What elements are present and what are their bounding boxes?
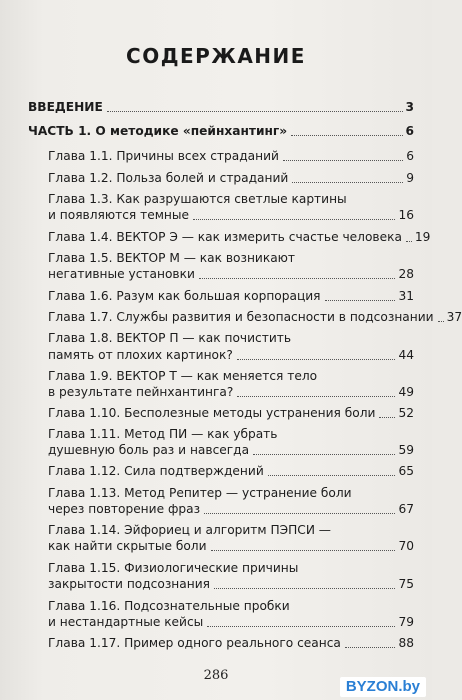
toc-entry-page: 3 xyxy=(405,100,414,114)
toc-entry-label: Глава 1.17. Пример одного реального сеанса xyxy=(48,636,341,650)
toc-entry xyxy=(48,443,414,458)
toc-entry-page: 16 xyxy=(398,208,414,222)
toc-entry xyxy=(28,100,414,115)
page-title: СОДЕРЖАНИЕ xyxy=(126,44,306,68)
toc-entry-page: 19 xyxy=(414,230,431,244)
toc-entry xyxy=(48,385,414,400)
toc-entry-page: 9 xyxy=(406,171,414,185)
toc-entry-label: закрытости подсознания xyxy=(48,577,210,591)
toc-entry-label: ВВЕДЕНИЕ xyxy=(28,100,103,114)
toc-entry-label: Глава 1.6. Разум как большая корпорация xyxy=(48,289,321,303)
toc-entry xyxy=(48,230,431,245)
dot-leader xyxy=(292,182,403,183)
dot-leader xyxy=(211,550,396,551)
toc-entry-first-line: Глава 1.14. Эйфориец и алгоритм ПЭПСИ — xyxy=(48,523,331,537)
dot-leader xyxy=(283,160,403,161)
toc-entry-page: 37 xyxy=(446,310,462,324)
dot-leader xyxy=(291,135,402,136)
toc-entry xyxy=(48,289,414,304)
toc-entry xyxy=(48,310,462,325)
dot-leader xyxy=(107,111,403,112)
toc-entry-page: 67 xyxy=(398,502,414,516)
toc-entry-first-line: Глава 1.9. ВЕКТОР Т — как меняется тело xyxy=(48,369,318,383)
toc-entry-label: в результате пейнхантинга? xyxy=(48,385,234,399)
watermark: BYZON.by xyxy=(340,677,426,697)
toc-entry-label: ЧАСТЬ 1. О методике «пейнхантинг» xyxy=(28,124,288,138)
toc-entry-label: Глава 1.4. ВЕКТОР Э — как измерить счастье человека xyxy=(48,230,402,244)
dot-leader xyxy=(438,321,444,322)
toc-entry-page: 28 xyxy=(398,267,414,281)
toc-entry xyxy=(48,171,414,186)
toc-entry-label: Глава 1.1. Причины всех страданий xyxy=(48,149,279,163)
toc-entry-label: Глава 1.12. Сила подтверждений xyxy=(48,464,264,478)
dot-leader xyxy=(345,647,396,648)
toc-entry-first-line: Глава 1.3. Как разрушаются светлые картины xyxy=(48,192,347,206)
toc-entry-label: Глава 1.7. Службы развития и безопасности в подсознании xyxy=(48,310,434,324)
toc-entry xyxy=(48,539,414,554)
toc-entry-page: 52 xyxy=(398,406,414,420)
toc-entry-page: 59 xyxy=(398,443,414,457)
toc-entry xyxy=(48,208,414,223)
toc-entry xyxy=(48,636,414,651)
toc-entry-label: как найти скрытые боли xyxy=(48,539,207,553)
dot-leader xyxy=(237,396,395,397)
dot-leader xyxy=(193,219,395,220)
toc-entry xyxy=(48,267,414,282)
toc-entry-label: негативные установки xyxy=(48,267,195,281)
dot-leader xyxy=(207,626,395,627)
dot-leader xyxy=(204,513,395,514)
toc-entry-label: душевную боль раз и навсегда xyxy=(48,443,250,457)
toc-entry-label: память от плохих картинок? xyxy=(48,348,233,362)
toc-entry xyxy=(48,577,414,592)
toc-entry-first-line: Глава 1.13. Метод Репитер — устранение боли xyxy=(48,486,352,500)
toc-entry-label: Глава 1.2. Польза болей и страданий xyxy=(48,171,289,185)
toc-entry-page: 49 xyxy=(398,385,414,399)
dot-leader xyxy=(199,278,396,279)
dot-leader xyxy=(214,588,396,589)
toc-entry-page: 6 xyxy=(405,124,414,138)
toc-entry xyxy=(28,124,414,139)
toc-entry-label: и появляются темные xyxy=(48,208,190,222)
toc-entry-first-line: Глава 1.11. Метод ПИ — как убрать xyxy=(48,427,278,441)
toc-entry xyxy=(48,502,414,517)
toc-entry-label: и нестандартные кейсы xyxy=(48,615,204,629)
dot-leader xyxy=(379,417,395,418)
toc-entry xyxy=(48,615,414,630)
toc-entry-page: 65 xyxy=(398,464,414,478)
toc-entry xyxy=(48,149,414,164)
page-number: 286 xyxy=(203,668,229,683)
dot-leader xyxy=(268,475,396,476)
dot-leader xyxy=(325,300,396,301)
toc-entry-page: 88 xyxy=(398,636,414,650)
toc-entry-page: 44 xyxy=(398,348,414,362)
toc-entry xyxy=(48,348,414,363)
toc-entry-label: через повторение фраз xyxy=(48,502,201,516)
toc-entry-page: 75 xyxy=(398,577,414,591)
dot-leader xyxy=(237,359,396,360)
toc-entry xyxy=(48,464,414,479)
dot-leader xyxy=(253,454,395,455)
toc-entry-page: 31 xyxy=(398,289,414,303)
dot-leader xyxy=(406,241,412,242)
toc-entry-first-line: Глава 1.16. Подсознательные пробки xyxy=(48,599,290,613)
toc-entry-page: 79 xyxy=(398,615,414,629)
toc-entry-page: 6 xyxy=(406,149,414,163)
toc-entry-first-line: Глава 1.8. ВЕКТОР П — как почистить xyxy=(48,331,292,345)
toc-entry-first-line: Глава 1.15. Физиологические причины xyxy=(48,561,299,575)
toc-entry-label: Глава 1.10. Бесполезные методы устранения боли xyxy=(48,406,376,420)
toc-entry-first-line: Глава 1.5. ВЕКТОР М — как возникают xyxy=(48,251,296,265)
toc-entry xyxy=(48,406,414,421)
toc-entry-page: 70 xyxy=(398,539,414,553)
